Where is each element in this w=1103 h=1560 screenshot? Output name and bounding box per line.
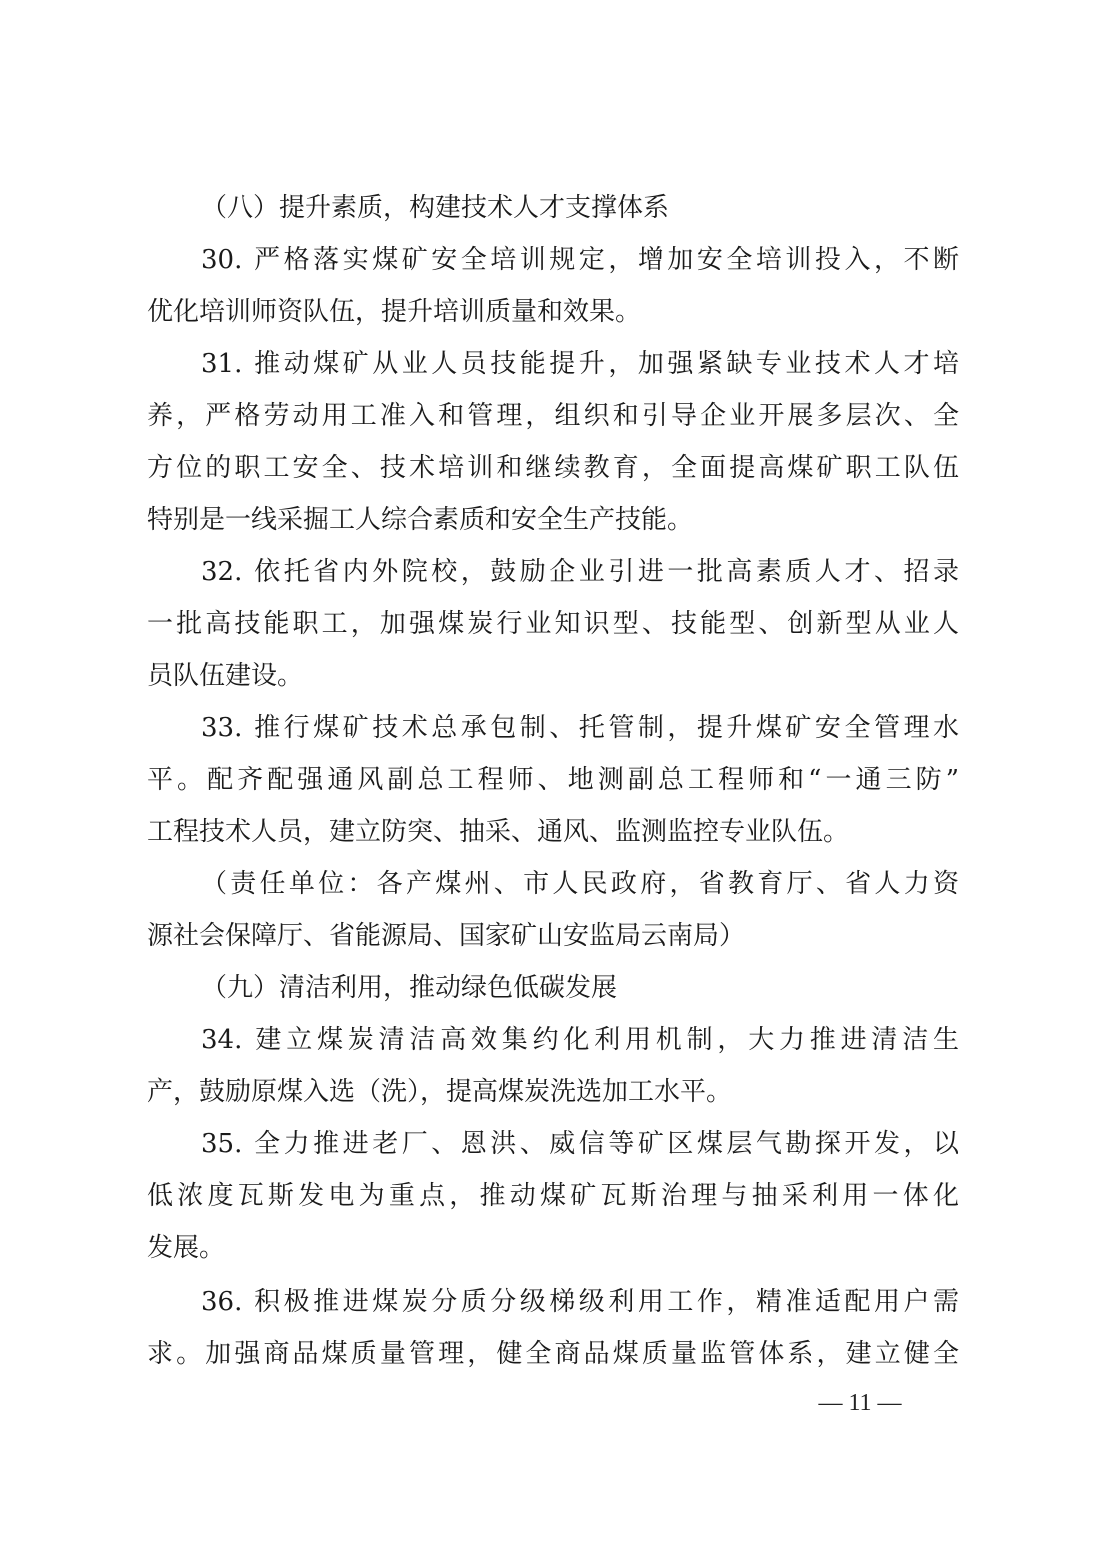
paragraph-line: 35. 全力推进老厂、恩洪、威信等矿区煤层气勘探开发，以 bbox=[201, 1129, 959, 1159]
paragraph-line: 特别是一线采掘工人综合素质和安全生产技能。 bbox=[147, 505, 694, 535]
paragraph-line: 工程技术人员，建立防突、抽采、通风、监测监控专业队伍。 bbox=[147, 817, 850, 847]
paragraph-line: 求。加强商品煤质量管理，健全商品煤质量监管体系，建立健全 bbox=[147, 1339, 959, 1369]
paragraph-line: 养，严格劳动用工准入和管理，组织和引导企业开展多层次、全 bbox=[147, 401, 959, 431]
paragraph-line: 优化培训师资队伍，提升培训质量和效果。 bbox=[147, 297, 642, 327]
responsibility-note-line: （责任单位：各产煤州、市人民政府，省教育厅、省人力资 bbox=[201, 869, 959, 899]
paragraph-line: 36. 积极推进煤炭分质分级梯级利用工作，精准适配用户需 bbox=[201, 1287, 959, 1317]
paragraph-line: 34. 建立煤炭清洁高效集约化利用机制，大力推进清洁生 bbox=[201, 1025, 959, 1055]
section-heading: （八）提升素质，构建技术人才支撑体系 bbox=[201, 193, 670, 223]
responsibility-note-line: 源社会保障厅、省能源局、国家矿山安监局云南局） bbox=[147, 921, 746, 951]
paragraph-line: 员队伍建设。 bbox=[147, 661, 304, 691]
paragraph-line: 31. 推动煤矿从业人员技能提升，加强紧缺专业技术人才培 bbox=[201, 349, 959, 379]
paragraph-line: 平。配齐配强通风副总工程师、地测副总工程师和“一通三防” bbox=[147, 765, 959, 795]
paragraph-line: 低浓度瓦斯发电为重点，推动煤矿瓦斯治理与抽采利用一体化 bbox=[147, 1181, 959, 1211]
paragraph-line: 发展。 bbox=[147, 1233, 226, 1263]
section-heading: （九）清洁利用，推动绿色低碳发展 bbox=[201, 973, 618, 1003]
paragraph-line: 一批高技能职工，加强煤炭行业知识型、技能型、创新型从业人 bbox=[147, 609, 959, 639]
paragraph-line: 产，鼓励原煤入选（洗），提高煤炭洗选加工水平。 bbox=[147, 1077, 733, 1107]
paragraph-line: 32. 依托省内外院校，鼓励企业引进一批高素质人才、招录 bbox=[201, 557, 959, 587]
paragraph-line: 方位的职工安全、技术培训和继续教育，全面提高煤矿职工队伍 bbox=[147, 453, 959, 483]
paragraph-line: 33. 推行煤矿技术总承包制、托管制，提升煤矿安全管理水 bbox=[201, 713, 959, 743]
paragraph-line: 30. 严格落实煤矿安全培训规定，增加安全培训投入，不断 bbox=[201, 245, 959, 275]
page-number: — 11 — bbox=[818, 1390, 902, 1416]
